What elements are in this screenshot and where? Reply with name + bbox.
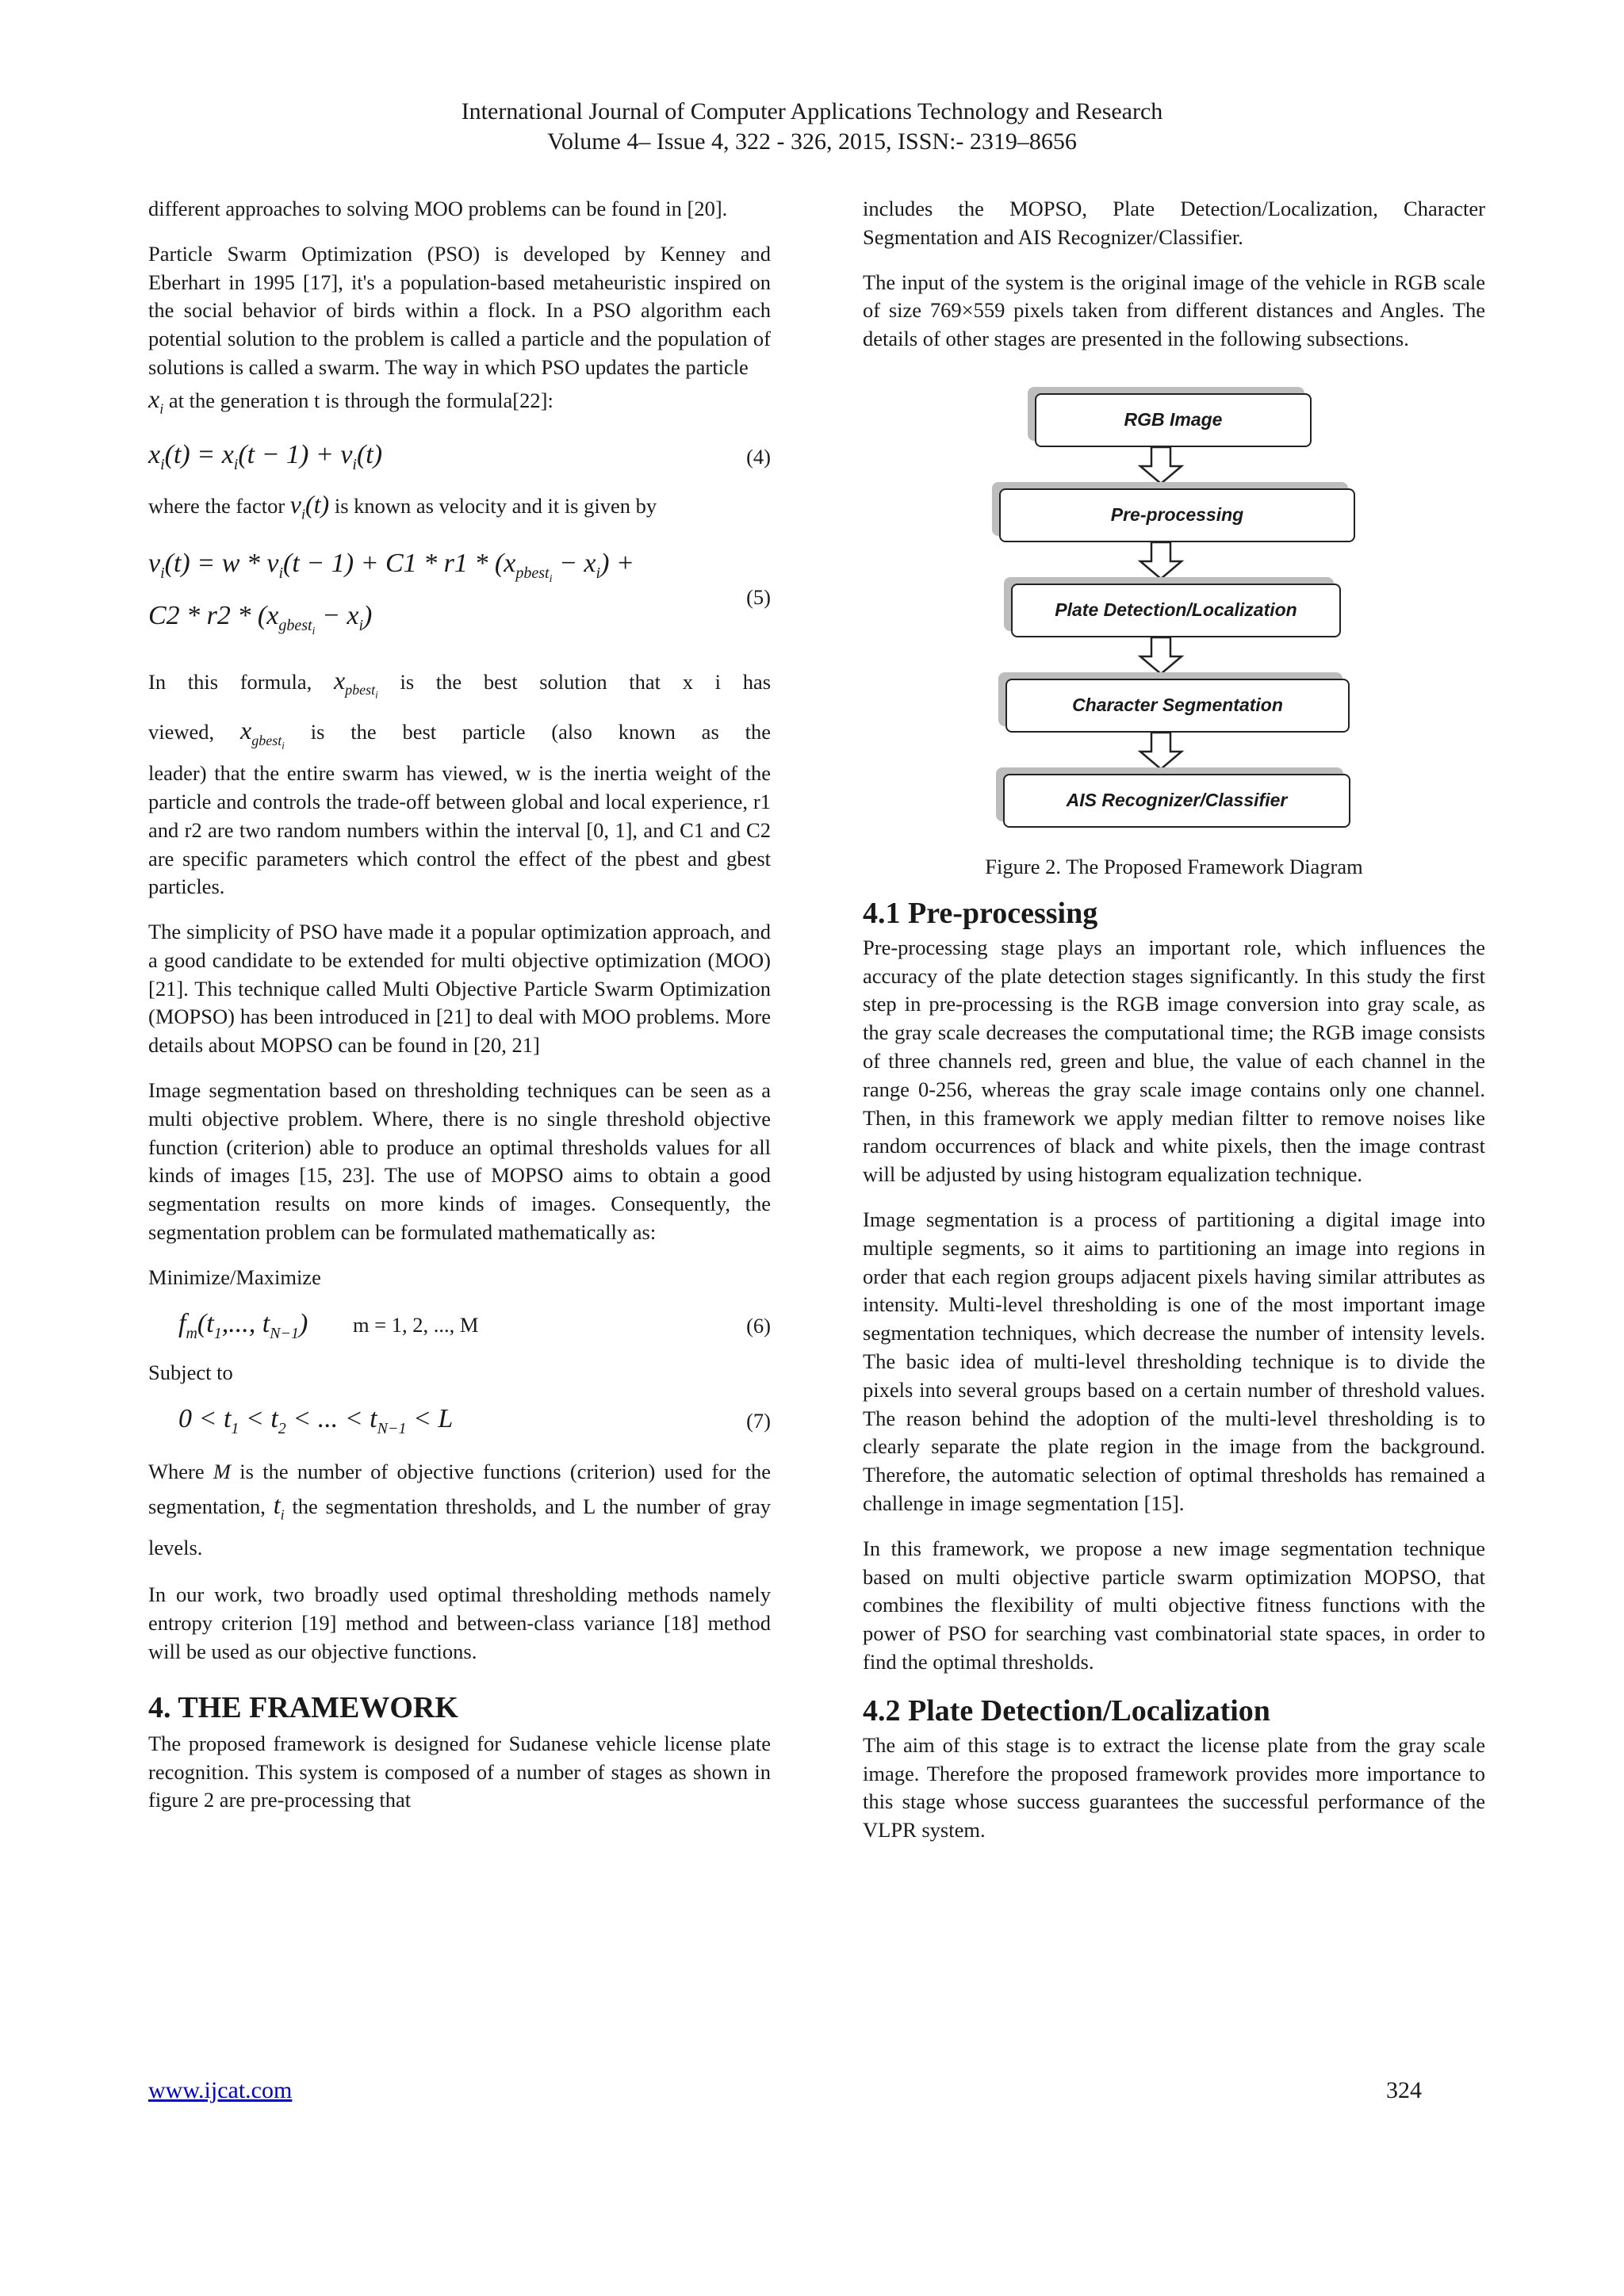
equation-4-number: (4) [746,444,771,469]
equation-7-number: (7) [746,1409,771,1433]
left-paragraph-segmentation: Image segmentation based on thresholding techniques can be seen as a multi objective problem. Where, there is no single threshold objective function (criterion) able to produce an optimal thresholds values for all kinds of images [15, 23]. The use of MOPSO aims to obtain a good segmentation results on more kinds of images. Consequently, the segmentation problem can be formulated mathematically as: [148,1078,771,1245]
left-column [148,195,771,1815]
flow-arrow-4 [1137,731,1185,771]
equation-6-body: $f_m(t_1$,..., $t_{N-1}$) m = 1, 2, ..., M [178,1308,479,1342]
velocity-pre: where the factor [148,493,285,518]
equation-7 [148,1404,771,1438]
velocity-sentence [148,491,771,529]
flow-arrow-2 [1137,541,1185,580]
right-paragraph-preprocessing: Pre-processing stage plays an important role, which influences the accuracy of the plate detection stages significantly. In this study the first step in pre-processing is the RGB image conversion into gray scale, as the gray scale decreases the computational time; the RGB image consists of three channels red, green and blue, the value of each channel in the range 0-256, whereas the gray scale image contains only one channel. Then, in this framework we apply median filtter to remove noises like random occurrences of black and white pixels, then the image contrast will be adjusted by using histogram equalization technique. [863,935,1485,1187]
equation-6-range: m = 1, 2, ..., M [352,1312,479,1337]
where-b: is the number of objective functions (criterion) used for the segmentation, [148,1460,771,1519]
velocity-post: is known as velocity and it is given by [334,493,657,518]
equation-6-number: (6) [746,1313,771,1337]
section-4-2-heading: 4.2 Plate Detection/Localization [863,1693,1270,1728]
page-header [0,97,1624,157]
left-paragraph-where [148,1455,771,1564]
right-paragraph-1: includes the MOPSO, Plate Detection/Localization, Character Segmentation and AIS Recognizer/Classifier. [863,197,1485,249]
symbol-xgbest: $x_{gbest_i}$ [240,716,285,752]
flow-box-pre-processing: Pre-processing [999,488,1355,542]
symbol-ti: $t_i$ [273,1490,285,1523]
left-paragraph-mopso: The simplicity of PSO have made it a popular optimization approach, and a good candidate to be extended for multi objective optimization (MOO) [21]. This technique called Multi Objective Particle Swarm Optimization (MOPSO) has been introduced in [21] to deal with MOO problems. More details about MOPSO can be found in [20, 21] [148,920,771,1058]
viewed-b: is the best particle (also known as the [310,720,771,744]
where-m: M [213,1460,231,1484]
section-4-1-heading: 4.1 Pre-processing [863,896,1098,930]
page-number: 324 [1386,2077,1422,2103]
viewed-a: viewed, [148,720,215,744]
equation-4-body: $x_i(t) = x_i(t - 1) + v_i(t)$ [148,439,383,473]
figure-caption: Figure 2. The Proposed Framework Diagram [985,854,1363,878]
journal-volume: Volume 4– Issue 4, 322 - 326, 2015, ISSN:- 2319–8656 [547,128,1077,155]
right-paragraph-input: The input of the system is the original image of the vehicle in RGB scale of size 769×559 pixels taken from different distances and Angles. The details of other stages are presented in the following subsections. [863,270,1485,351]
symbol-xi: $x_i$ [148,384,164,417]
equation-5-number: (5) [746,585,771,610]
framework-diagram [863,385,1485,853]
where-c: the segmentation thresholds, and L the number of gray levels. [148,1494,771,1560]
left-paragraph-pso-tail [148,385,771,423]
flow-box-character-segmentation: Character Segmentation [1005,679,1350,733]
right-column [863,195,1485,1845]
flow-box-ais-recognizer: AIS Recognizer/Classifier [1003,774,1350,828]
formula-a: In this formula, [148,669,312,694]
where-a: Where [148,1460,205,1484]
right-paragraph-image-segmentation: Image segmentation is a process of partitioning a digital image into multiple segments, so it aims to partitioning an image into regions in order that each region groups adjacent pixels having similar attributes as intensity. Multi-level thresholding is one of the most important image segmentation techniques, which decrease the number of intensity levels. The basic idea of multi-level thresholding technique is to divide the pixels into several groups based on a certain number of threshold values. The reason behind the adoption of the multi-level thresholding is to clearly separate the plate region in the image from the background. Therefore, the automatic selection of optimal thresholds has remained a challenge in image segmentation [15]. [863,1207,1485,1515]
equation-7-body: $0 < t_1 < t_2$ < ... < $t_{N-1} < L$ [178,1404,454,1438]
right-paragraph-proposal: In this framework, we propose a new image segmentation technique based on multi objective particle swarm optimization MOPSO, that combines the flexibility of multi objective fitness functions with the power of PSO for searching vast combinatorial state spaces, in order to find the optimal thresholds. [863,1536,1485,1674]
subject-to: Subject to [148,1360,233,1385]
symbol-vi: $v_i(t)$ [289,489,330,522]
left-paragraph-1: different approaches to solving MOO problems can be found in [20]. [148,197,728,220]
formula-sentence [148,667,771,710]
left-paragraph-framework: The proposed framework is designed for Sudanese vehicle license plate recognition. This system is composed of a number of stages as shown in figure 2 are pre-processing that [148,1731,771,1812]
section-4-heading: 4. THE FRAMEWORK [148,1690,458,1724]
equation-5 [148,545,771,650]
left-paragraph-methods: In our work, two broadly used optimal thresholding methods namely entropy criterion [19] method and between-class variance [18] method will be used as our objective functions. [148,1582,771,1664]
flow-arrow-1 [1137,446,1185,485]
pso-tail-text: at the generation t is through the formula[22]: [168,388,553,412]
left-paragraph-pso: Particle Swarm Optimization (PSO) is developed by Kenney and Eberhart in 1995 [17], it's a population-based metaheuristic inspired on the social behavior of birds within a flock. In a PSO algorithm each potential solution to the problem is called a particle and the population of solutions is called a swarm. The way in which PSO updates the particle [148,241,771,379]
viewed-sentence [148,717,771,760]
symbol-xpbest: $x_{pbest_i}$ [333,665,378,701]
journal-title: International Journal of Computer Applications Technology and Research [461,98,1163,124]
right-paragraph-plate-detection: The aim of this stage is to extract the license plate from the gray scale image. Therefore the proposed framework provides more importance to this stage whose success guarantees the successful performance of the VLPR system. [863,1732,1485,1843]
minimize-maximize: Minimize/Maximize [148,1265,321,1289]
equation-4 [148,440,771,474]
journal-website-link[interactable]: www.ijcat.com [148,2077,293,2103]
flow-box-plate-detection: Plate Detection/Localization [1011,584,1341,637]
left-paragraph-leader: leader) that the entire swarm has viewed, w is the inertia weight of the particle and controls the trade-off between global and local experience, r1 and r2 are two random numbers within the interval [0, 1], and C1 and C2 are specific parameters which control the effect of the pbest and gbest particles. [148,761,771,899]
formula-b: is the best solution that x i has [400,669,772,694]
flow-box-rgb-image: RGB Image [1035,393,1312,447]
equation-6 [148,1309,771,1343]
equation-5-body: $v_i(t) = w * v_i(t - 1) + C1 * r1 * (x_{pbest_i} - x_i)$ + $C2 * r2 * (x_{gbest_i} - x_i)$ [148,548,634,637]
flow-arrow-3 [1137,636,1185,675]
